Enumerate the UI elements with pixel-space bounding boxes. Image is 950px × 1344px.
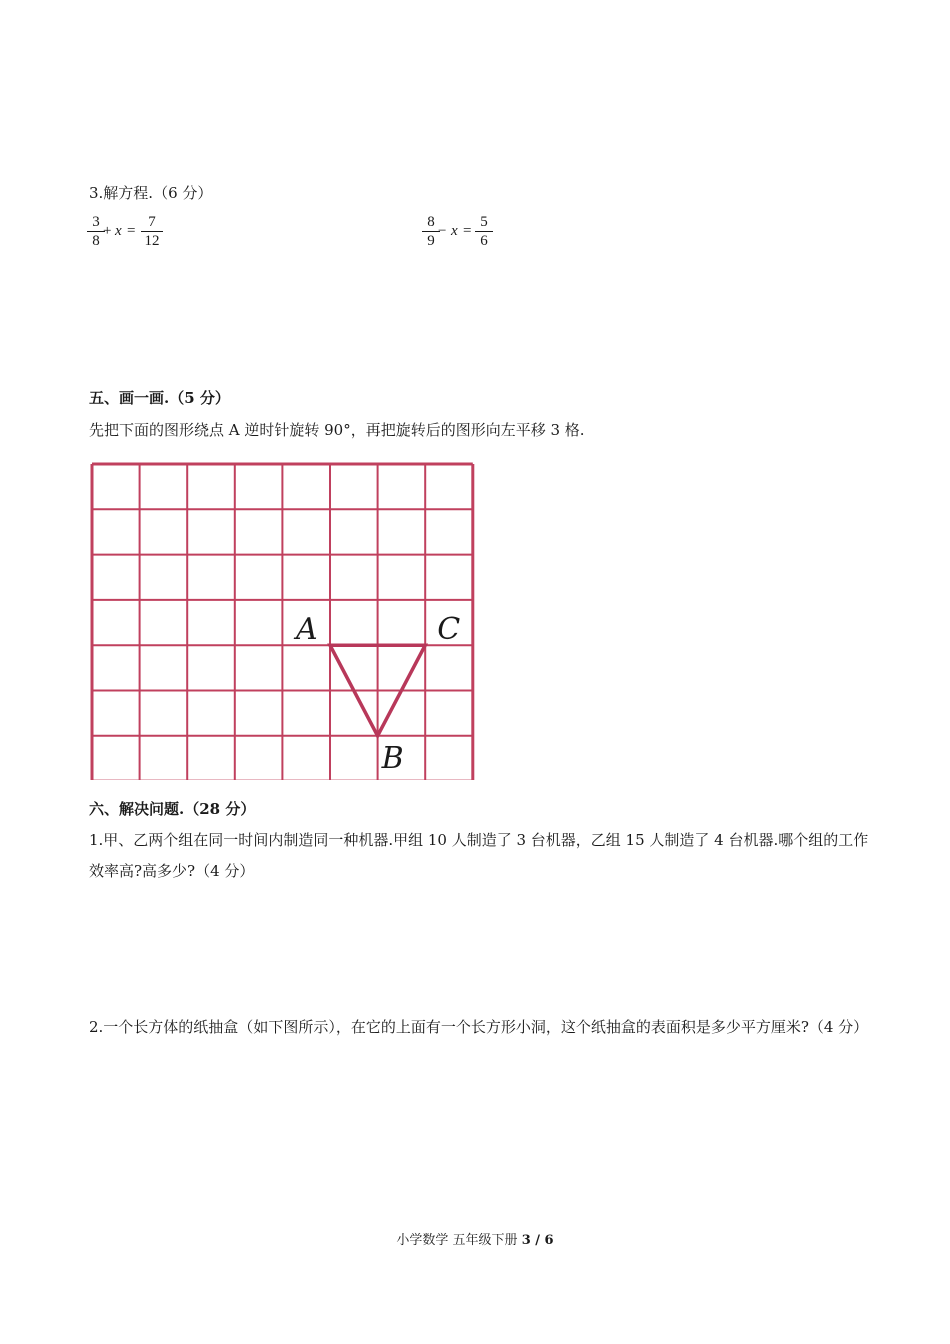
- variable: x: [451, 223, 458, 239]
- fraction: [138, 213, 166, 250]
- question-1: 1.甲、乙两个组在同一时间内制造同一种机器.甲组 10 人制造了 3 台机器，乙组 15 人制造了 4 台机器.哪个组的工作效率高?高多少?（4 分）: [89, 831, 869, 880]
- variable: x: [115, 223, 122, 239]
- point-label-c: C: [437, 612, 461, 648]
- grid-lines: [92, 464, 473, 780]
- denominator: 9: [427, 233, 435, 249]
- question-2: 2.一个长方体的纸抽盒（如下图所示），在它的上面有一个长方形小洞，这个纸抽盒的表面积是多少平方厘米?（4 分）: [89, 1018, 869, 1036]
- numerator: 7: [148, 214, 156, 230]
- drawing-grid: [89, 461, 475, 780]
- numerator: 5: [480, 214, 488, 230]
- operator: −: [438, 223, 447, 239]
- numerator: 3: [92, 214, 100, 230]
- numerator: 8: [427, 214, 435, 230]
- operator: +: [103, 223, 112, 239]
- page-footer: [0, 1229, 950, 1248]
- point-label-b: B: [381, 740, 404, 776]
- page-number: 3 / 6: [521, 1233, 554, 1248]
- footer-subject: 小学数学 五年级下册: [396, 1233, 522, 1248]
- fraction: [472, 213, 496, 250]
- equals-sign: =: [127, 223, 136, 239]
- denominator: 12: [144, 233, 160, 249]
- equation-2: [419, 213, 539, 255]
- grid-figure: [89, 461, 475, 780]
- equation-1: [84, 213, 204, 255]
- point-label-a: A: [296, 612, 318, 648]
- section3-heading: 3.解方程.（6 分）: [89, 184, 213, 202]
- denominator: 6: [480, 233, 488, 249]
- denominator: 8: [92, 233, 100, 249]
- section5-heading: 五、画一画.（5 分）: [89, 389, 230, 407]
- section5-instruction: 先把下面的图形绕点 A 逆时针旋转 90°，再把旋转后的图形向左平移 3 格.: [89, 421, 585, 439]
- section6-heading: 六、解决问题.（28 分）: [89, 800, 256, 818]
- equals-sign: =: [463, 223, 472, 239]
